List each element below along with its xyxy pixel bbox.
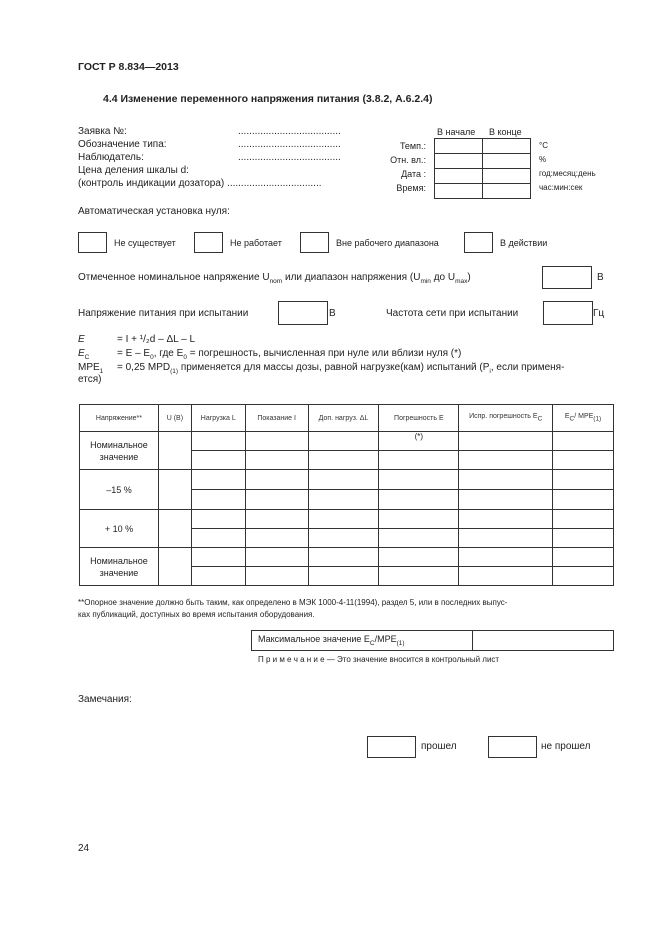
row-u-cell[interactable] [158,470,191,510]
supply-frequency-label: Частота сети при испытании [386,308,519,319]
row-cell[interactable] [191,451,245,470]
zero-option-outofrange-checkbox[interactable] [300,232,329,253]
nominal-voltage-label: Отмеченное номинальное напряжение $U_{nom}$ или диапазон напряжения ($U_{min}$ до $U_{max}$) [78,272,471,285]
time-label: Время: [396,183,426,193]
header-load: Нагрузка L [191,405,245,432]
row-cell[interactable] [459,567,553,586]
formula-mpe-continuation: ется) [78,374,102,385]
formula-e-symbol: E [78,334,85,345]
passed-label: прошел [421,741,457,752]
row-cell[interactable] [553,548,614,567]
row-cell[interactable] [191,548,245,567]
row-cell[interactable] [245,548,308,567]
col-start-label: В начале [437,127,476,137]
row-cell[interactable] [459,470,553,490]
row-cell[interactable] [191,567,245,586]
zero-option-active-label: В действии [500,238,548,248]
row-cell[interactable] [459,548,553,567]
section-title: 4.4 Изменение переменного напряжения питания (3.8.2, A.6.2.4) [103,93,433,105]
time-end-cell[interactable] [483,184,531,199]
max-value-label: Максимальное значение $E_C/MPE_{(1)}$ [252,631,473,651]
row-cell[interactable] [459,529,553,548]
dosing-label: (контроль индикации дозатора) .................................. [78,178,322,189]
date-unit: год:месяц:день [539,169,596,178]
row-cell[interactable] [459,432,553,451]
time-unit: час:мин:сек [539,183,583,192]
observer-label: Наблюдатель: [78,152,144,163]
supply-voltage-label: Напряжение питания при испытании [78,308,249,319]
row-cell[interactable] [191,529,245,548]
row-cell[interactable] [379,548,459,567]
passed-checkbox[interactable] [367,736,416,758]
zero-option-notworking-label: Не работает [230,238,282,248]
row-cell[interactable] [308,529,379,548]
remarks-label: Замечания: [78,694,132,705]
page-number: 24 [78,843,90,854]
row-voltage-label: Номинальное значение [80,548,159,586]
results-table [79,404,614,586]
row-cell[interactable] [245,451,308,470]
zero-label: Автоматическая установка нуля: [78,206,230,217]
temp-unit: °C [539,141,548,150]
row-cell[interactable] [191,432,245,451]
header-voltage: Напряжение** [80,405,159,432]
row-cell[interactable] [245,567,308,586]
nominal-voltage-unit: В [597,272,604,283]
row-cell[interactable] [459,510,553,529]
max-value-table [251,630,614,651]
application-field[interactable]: ..................................... [238,126,341,137]
row-cell[interactable] [459,490,553,510]
row-cell[interactable] [379,451,459,470]
humidity-unit: % [539,155,547,164]
table-row [80,470,614,490]
row-zero-mark[interactable]: (*) [379,432,459,451]
table-row [80,548,614,567]
row-cell[interactable] [308,490,379,510]
row-cell[interactable] [308,470,379,490]
row-cell[interactable] [379,529,459,548]
scale-label: Цена деления шкалы d: [78,165,189,176]
failed-label: не прошел [541,741,591,752]
row-cell[interactable] [553,470,614,490]
supply-frequency-input[interactable] [543,301,593,325]
zero-option-notworking-checkbox[interactable] [194,232,223,253]
row-cell[interactable] [245,529,308,548]
temp-label: Темп.: [399,141,426,151]
row-cell[interactable] [245,490,308,510]
row-cell[interactable] [459,451,553,470]
row-cell[interactable] [245,510,308,529]
header-error: Погрешность E [379,405,459,432]
humidity-end-cell[interactable] [483,154,531,169]
header-indication: Показание I [245,405,308,432]
observer-field[interactable]: ..................................... [238,152,341,163]
supply-voltage-unit: В [329,308,336,319]
zero-option-active-checkbox[interactable] [464,232,493,253]
max-value-cell[interactable] [473,631,614,651]
zero-option-none-checkbox[interactable] [78,232,107,253]
row-cell[interactable] [553,432,614,451]
row-cell[interactable] [308,451,379,470]
formula-mpe: = 0,25 $MPD_{(1)}$ применяется для массы дозы, равной нагрузке(кам) испытаний ($P_i$, если применя- [117,362,565,375]
row-cell[interactable] [308,548,379,567]
table-row [80,510,614,529]
row-cell[interactable] [245,432,308,451]
supply-frequency-unit: Гц [593,308,605,319]
row-cell[interactable] [379,510,459,529]
date-start-cell[interactable] [435,169,483,184]
row-cell[interactable] [308,567,379,586]
failed-checkbox[interactable] [488,736,537,758]
zero-option-none-label: Не существует [114,238,176,248]
row-cell[interactable] [553,490,614,510]
row-cell[interactable] [191,510,245,529]
row-cell[interactable] [553,451,614,470]
humidity-start-cell[interactable] [435,154,483,169]
formula-ec: = E – $E_0$, где $E_0$ = погрешность, вычисленная при нуле или вблизи нуля (*) [117,348,462,361]
header-u: U (В) [158,405,191,432]
note-text: П р и м е ч а н и е — Это значение вносится в контрольный лист [258,655,500,664]
formula-e: = I + ¹/₂d – ΔL – L [117,334,196,345]
formula-mpe-symbol: $MPE_1$ [78,362,104,375]
col-end-label: В конце [489,127,522,137]
header-corrected-error: Испр. погрешность $E_C$ [459,405,553,432]
header-add-load: Доп. нагруз. ΔL [308,405,379,432]
row-u-cell[interactable] [158,510,191,548]
time-start-cell[interactable] [435,184,483,199]
formula-ec-symbol: $E_C$ [78,348,90,361]
document-header: ГОСТ Р 8.834—2013 [78,61,179,73]
application-label: Заявка №: [78,126,127,137]
row-cell[interactable] [308,432,379,451]
row-voltage-label: + 10 % [80,510,159,548]
table-header-row [80,405,614,432]
table-row [80,432,614,451]
row-cell[interactable] [553,567,614,586]
header-ec-mpe: $E_C/$ $MPE_{(1)}$ [553,405,614,432]
date-end-cell[interactable] [483,169,531,184]
type-label: Обозначение типа: [78,139,167,150]
footnote-line-2: ках публикаций, доступных во время испытания оборудования. [78,610,315,619]
temp-end-cell[interactable] [483,139,531,154]
row-cell[interactable] [245,470,308,490]
footnote-line-1: **Опорное значение должно быть таким, как определено в МЭК 1000-4-11(1994), раздел 5, или в последних выпус- [78,598,508,607]
nominal-voltage-input[interactable] [542,266,592,289]
row-cell[interactable] [379,470,459,490]
humidity-label: Отн. вл.: [390,155,426,165]
row-voltage-label: Номинальное значение [80,432,159,470]
row-voltage-label: –15 % [80,470,159,510]
row-cell[interactable] [553,510,614,529]
type-field[interactable]: ..................................... [238,139,341,150]
row-cell[interactable] [379,567,459,586]
zero-option-outofrange-label: Вне рабочего диапазона [336,238,439,248]
row-cell[interactable] [191,470,245,490]
date-label: Дата : [401,169,426,179]
row-u-cell[interactable] [158,548,191,586]
supply-voltage-input[interactable] [278,301,328,325]
temp-start-cell[interactable] [435,139,483,154]
row-cell[interactable] [553,529,614,548]
row-u-cell[interactable] [158,432,191,470]
row-cell[interactable] [308,510,379,529]
row-cell[interactable] [191,490,245,510]
conditions-table [434,138,531,199]
row-cell[interactable] [379,490,459,510]
